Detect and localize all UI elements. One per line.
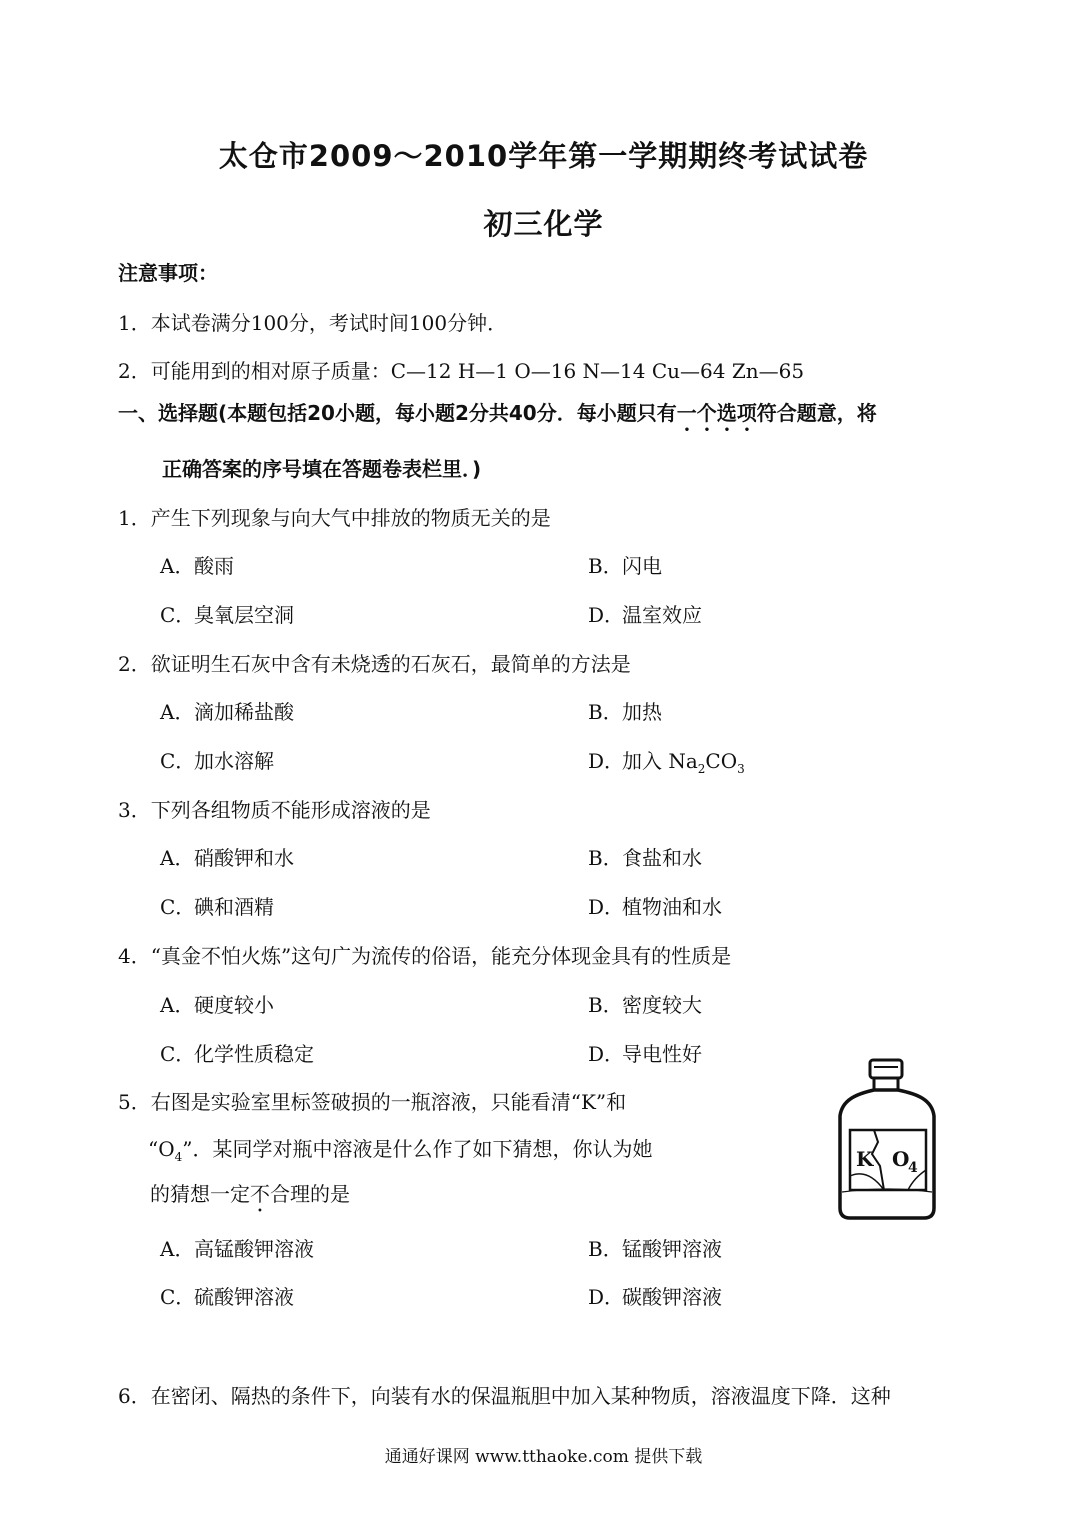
option-c: C．臭氧层空洞 bbox=[160, 603, 294, 627]
note-item: 2．可能用到的相对原子质量：C—12 H—1 O—16 N—14 Cu—64 Zn—65 bbox=[118, 359, 805, 383]
option-b: B．密度较大 bbox=[588, 993, 702, 1017]
notes-heading: 注意事项： bbox=[118, 261, 218, 285]
option-a: A．硝酸钾和水 bbox=[160, 846, 294, 870]
option-d: D．导电性好 bbox=[588, 1042, 702, 1066]
option-a: A．高锰酸钾溶液 bbox=[160, 1237, 314, 1261]
label-text-k: K bbox=[856, 1147, 874, 1171]
option-b: B．闪电 bbox=[588, 554, 662, 578]
exam-subject: 初三化学 bbox=[483, 207, 604, 241]
label-text-o: O bbox=[892, 1147, 910, 1171]
question-stem-cont: 的猜想一定不合理的是 bbox=[150, 1182, 350, 1206]
option-c: C．化学性质稳定 bbox=[160, 1042, 314, 1066]
emphasis-text: 不 bbox=[250, 1182, 270, 1206]
page-footer: 通通好课网 www.tthaoke.com 提供下载 bbox=[384, 1447, 703, 1467]
question-stem-cont: “$O_4$”．某同学对瓶中溶液是什么作了如下猜想，你认为她 bbox=[148, 1137, 653, 1164]
option-c: C．硫酸钾溶液 bbox=[160, 1285, 294, 1309]
question-stem: 2．欲证明生石灰中含有未烧透的石灰石，最简单的方法是 bbox=[118, 652, 631, 676]
option-a: A．酸雨 bbox=[160, 554, 234, 578]
bottle-cap bbox=[870, 1060, 902, 1078]
option-c: C．碘和酒精 bbox=[160, 895, 274, 919]
question-stem: 4．“真金不怕火炼”这句广为流传的俗语，能充分体现金具有的性质是 bbox=[118, 944, 732, 968]
exam-title: 太仓市2009～2010学年第一学期期终考试试卷 bbox=[218, 139, 869, 173]
option-d: D．碳酸钾溶液 bbox=[588, 1285, 722, 1309]
option-b: B．加热 bbox=[588, 700, 662, 724]
bottle-neck bbox=[874, 1078, 898, 1090]
option-a: A．滴加稀盐酸 bbox=[160, 700, 294, 724]
option-d: D．植物油和水 bbox=[588, 895, 722, 919]
question-stem: 5．右图是实验室里标签破损的一瓶溶液，只能看清“K”和 bbox=[118, 1090, 627, 1114]
question-stem: 6．在密闭、隔热的条件下，向装有水的保温瓶胆中加入某种物质，溶液温度下降．这种 bbox=[118, 1384, 891, 1408]
option-a: A．硬度较小 bbox=[160, 993, 274, 1017]
option-d: D．加入 $Na_2CO_3$ bbox=[588, 749, 745, 776]
reagent-bottle-figure bbox=[828, 1058, 944, 1224]
option-b: B．食盐和水 bbox=[588, 846, 702, 870]
note-item: 1．本试卷满分100分，考试时间100分钟． bbox=[118, 311, 508, 335]
question-stem: 3．下列各组物质不能形成溶液的是 bbox=[118, 798, 431, 822]
label-text-sub: 4 bbox=[908, 1160, 918, 1176]
emphasis-text: 一个选项 bbox=[676, 401, 757, 425]
option-c: C．加水溶解 bbox=[160, 749, 274, 773]
option-b: B．锰酸钾溶液 bbox=[588, 1237, 722, 1261]
question-stem: 1．产生下列现象与向大气中排放的物质无关的是 bbox=[118, 506, 551, 530]
section-heading: 一、选择题(本题包括20小题，每小题2分共40分．每小题只有一个选项符合题意，将 bbox=[118, 401, 877, 425]
option-d: D．温室效应 bbox=[588, 603, 702, 627]
section-heading-cont: 正确答案的序号填在答题卷表栏里．) bbox=[162, 457, 482, 481]
